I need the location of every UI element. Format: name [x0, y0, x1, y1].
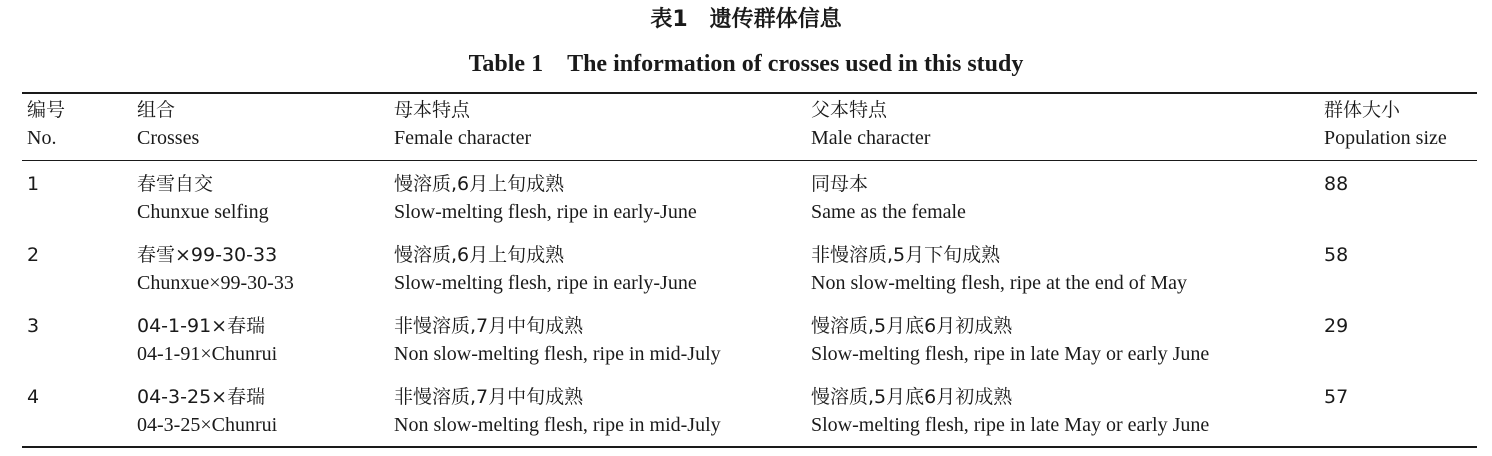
- row-female-character: 非慢溶质,7月中旬成熟 Non slow-melting flesh, ripe in mid-July: [394, 315, 721, 365]
- header-no: 编号 No.: [27, 99, 66, 149]
- row-female-character: 非慢溶质,7月中旬成熟 Non slow-melting flesh, ripe in mid-July: [394, 386, 721, 436]
- row-population-size: 88: [1324, 173, 1349, 195]
- row-cross: 04-1-91×春瑞 04-1-91×Chunrui: [137, 315, 278, 365]
- row-number: 3: [27, 315, 40, 337]
- header-male-character: 父本特点 Male character: [811, 99, 931, 149]
- table-bottom-rule: [22, 446, 1477, 448]
- row-population-size: 29: [1324, 315, 1349, 337]
- row-male-character: 同母本 Same as the female: [811, 173, 966, 223]
- row-number: 2: [27, 244, 40, 266]
- row-male-character: 非慢溶质,5月下旬成熟 Non slow-melting flesh, ripe at the end of May: [811, 244, 1188, 294]
- table-title-chinese: 表1 遗传群体信息: [650, 7, 842, 32]
- row-male-character: 慢溶质,5月底6月初成熟 Slow-melting flesh, ripe in late May or early June: [811, 386, 1210, 436]
- row-cross: 春雪自交 Chunxue selfing: [137, 173, 269, 223]
- row-number: 4: [27, 386, 40, 408]
- table-header-rule: [22, 160, 1477, 161]
- header-crosses: 组合 Crosses: [137, 99, 200, 149]
- row-cross: 春雪×99-30-33 Chunxue×99-30-33: [137, 244, 294, 294]
- row-population-size: 58: [1324, 244, 1349, 266]
- table-title-english: Table 1 The information of crosses used in this study: [468, 51, 1024, 77]
- table-top-rule: [22, 92, 1477, 94]
- row-population-size: 57: [1324, 386, 1349, 408]
- row-male-character: 慢溶质,5月底6月初成熟 Slow-melting flesh, ripe in late May or early June: [811, 315, 1210, 365]
- row-number: 1: [27, 173, 40, 195]
- header-female-character: 母本特点 Female character: [394, 99, 532, 149]
- row-cross: 04-3-25×春瑞 04-3-25×Chunrui: [137, 386, 278, 436]
- row-female-character: 慢溶质,6月上旬成熟 Slow-melting flesh, ripe in early-June: [394, 173, 697, 223]
- row-female-character: 慢溶质,6月上旬成熟 Slow-melting flesh, ripe in early-June: [394, 244, 697, 294]
- header-population-size: 群体大小 Population size: [1324, 99, 1447, 149]
